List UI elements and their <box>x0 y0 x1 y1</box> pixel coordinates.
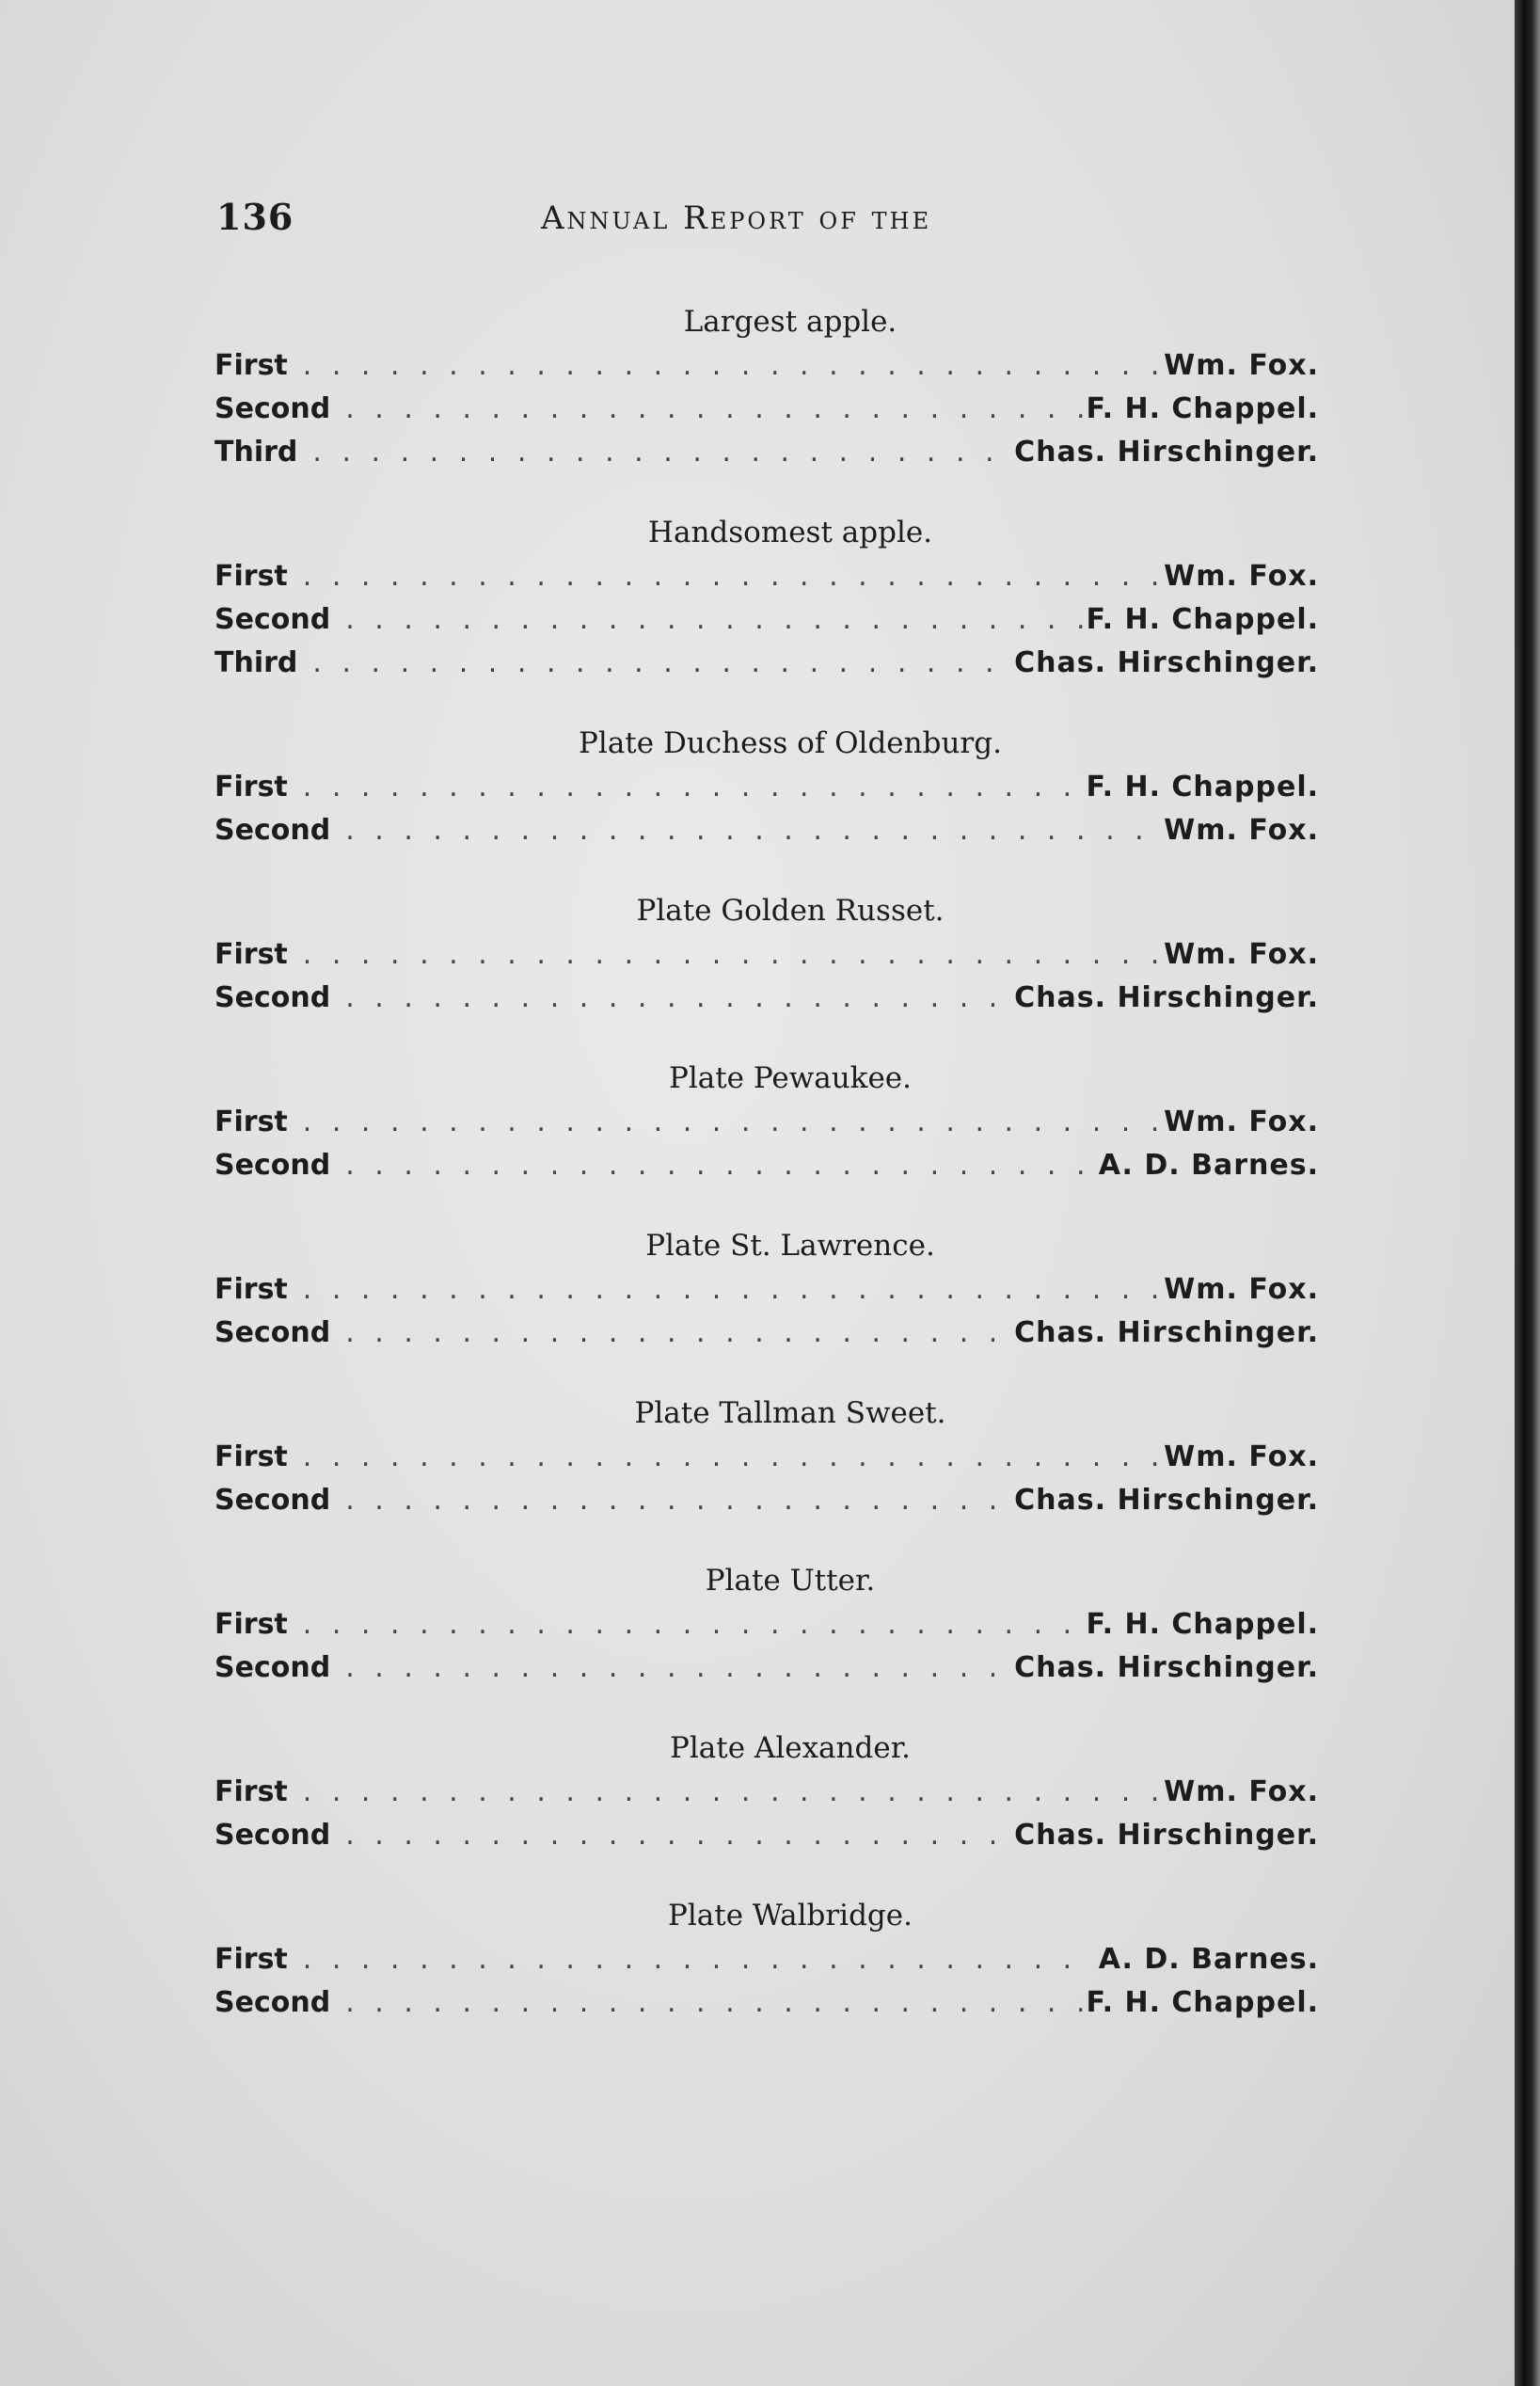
award-row <box>214 1268 1319 1312</box>
award-row <box>214 1646 1319 1690</box>
award-row <box>214 642 1319 685</box>
rank-label: First <box>214 1608 288 1641</box>
rank-label: First <box>214 938 288 971</box>
dot-leader <box>303 555 1160 598</box>
dot-leader <box>312 431 1010 474</box>
page-edge-shadow <box>1515 0 1540 2386</box>
rank-label: Third <box>214 646 298 679</box>
dot-leader <box>345 1312 1010 1355</box>
winner-name: Chas. Hirschinger. <box>1014 1819 1319 1852</box>
section-title: Plate Golden Russet. <box>636 894 945 928</box>
dot-leader <box>303 1938 1095 1981</box>
award-section <box>214 1558 1319 1690</box>
section-title: Plate Tallman Sweet. <box>634 1396 946 1430</box>
winner-name: Wm. Fox. <box>1164 560 1319 593</box>
rank-label: First <box>214 1440 288 1473</box>
winner-name: Chas. Hirschinger. <box>1014 646 1319 679</box>
rank-label: First <box>214 560 288 593</box>
award-row <box>214 809 1319 852</box>
dot-leader <box>345 1981 1082 2025</box>
rank-label: Second <box>214 981 331 1014</box>
award-section <box>214 1726 1319 1857</box>
award-row <box>214 1603 1319 1646</box>
dot-leader <box>303 766 1083 809</box>
section-title: Plate St. Lawrence. <box>645 1229 935 1263</box>
award-row <box>214 1144 1319 1187</box>
section-title: Plate Alexander. <box>670 1731 911 1765</box>
rank-label: First <box>214 1106 288 1138</box>
award-row <box>214 1814 1319 1857</box>
award-row <box>214 1938 1319 1981</box>
winner-name: Wm. Fox. <box>1164 349 1319 382</box>
rank-label: First <box>214 1775 288 1808</box>
winner-name: Wm. Fox. <box>1164 1106 1319 1138</box>
dot-leader <box>345 598 1082 642</box>
rank-label: First <box>214 1273 288 1306</box>
dot-leader <box>345 1814 1010 1857</box>
award-section <box>214 1056 1319 1187</box>
award-row <box>214 1479 1319 1522</box>
award-section <box>214 1893 1319 2025</box>
winner-name: Wm. Fox. <box>1164 938 1319 971</box>
rank-label: Second <box>214 603 331 636</box>
winner-name: F. H. Chappel. <box>1086 1986 1319 2019</box>
page-header <box>216 196 988 252</box>
dot-leader <box>303 933 1160 977</box>
winner-name: Chas. Hirschinger. <box>1014 1316 1319 1349</box>
award-section <box>214 510 1319 685</box>
winner-name: Wm. Fox. <box>1164 814 1319 847</box>
rank-label: Third <box>214 436 298 469</box>
rank-label: First <box>214 349 288 382</box>
dot-leader <box>345 977 1010 1020</box>
running-head: Annual Report of the <box>541 199 932 237</box>
winner-name: Wm. Fox. <box>1164 1273 1319 1306</box>
section-title: Plate Walbridge. <box>668 1899 913 1933</box>
rank-label: Second <box>214 1149 331 1182</box>
winner-name: F. H. Chappel. <box>1086 392 1319 425</box>
winner-name: Wm. Fox. <box>1164 1775 1319 1808</box>
dot-leader <box>345 388 1082 431</box>
dot-leader <box>345 1144 1095 1187</box>
dot-leader <box>345 1646 1010 1690</box>
dot-leader <box>303 1101 1160 1144</box>
rank-label: First <box>214 1943 288 1976</box>
dot-leader <box>345 809 1160 852</box>
winner-name: Chas. Hirschinger. <box>1014 1651 1319 1684</box>
award-row <box>214 977 1319 1020</box>
award-row <box>214 1101 1319 1144</box>
dot-leader <box>303 1268 1160 1312</box>
winner-name: F. H. Chappel. <box>1086 1608 1319 1641</box>
award-row <box>214 1771 1319 1814</box>
award-row <box>214 431 1319 474</box>
dot-leader <box>312 642 1010 685</box>
dot-leader <box>345 1479 1010 1522</box>
rank-label: Second <box>214 814 331 847</box>
winner-name: F. H. Chappel. <box>1086 603 1319 636</box>
winner-name: Chas. Hirschinger. <box>1014 1484 1319 1517</box>
winner-name: Wm. Fox. <box>1164 1440 1319 1473</box>
page-number: 136 <box>216 196 294 238</box>
rank-label: Second <box>214 392 331 425</box>
awards-list <box>214 299 1319 2060</box>
rank-label: Second <box>214 1316 331 1349</box>
rank-label: Second <box>214 1819 331 1852</box>
award-row <box>214 766 1319 809</box>
award-section <box>214 888 1319 1020</box>
rank-label: Second <box>214 1651 331 1684</box>
winner-name: A. D. Barnes. <box>1098 1943 1319 1976</box>
award-row <box>214 598 1319 642</box>
dot-leader <box>303 1603 1083 1646</box>
dot-leader <box>303 344 1160 388</box>
award-row <box>214 1981 1319 2025</box>
dot-leader <box>303 1436 1160 1479</box>
award-row <box>214 344 1319 388</box>
award-section <box>214 721 1319 852</box>
dot-leader <box>303 1771 1160 1814</box>
section-title: Largest apple. <box>683 305 897 339</box>
rank-label: First <box>214 771 288 803</box>
award-row <box>214 555 1319 598</box>
winner-name: Chas. Hirschinger. <box>1014 981 1319 1014</box>
section-title: Handsomest apple. <box>647 516 933 549</box>
winner-name: A. D. Barnes. <box>1098 1149 1319 1182</box>
rank-label: Second <box>214 1484 331 1517</box>
section-title: Plate Utter. <box>705 1564 876 1598</box>
award-row <box>214 1436 1319 1479</box>
award-section <box>214 1391 1319 1522</box>
award-row <box>214 1312 1319 1355</box>
section-title: Plate Duchess of Oldenburg. <box>579 726 1002 760</box>
award-section <box>214 299 1319 474</box>
award-row <box>214 933 1319 977</box>
winner-name: Chas. Hirschinger. <box>1014 436 1319 469</box>
award-row <box>214 388 1319 431</box>
award-section <box>214 1223 1319 1355</box>
section-title: Plate Pewaukee. <box>668 1061 913 1095</box>
winner-name: F. H. Chappel. <box>1086 771 1319 803</box>
rank-label: Second <box>214 1986 331 2019</box>
